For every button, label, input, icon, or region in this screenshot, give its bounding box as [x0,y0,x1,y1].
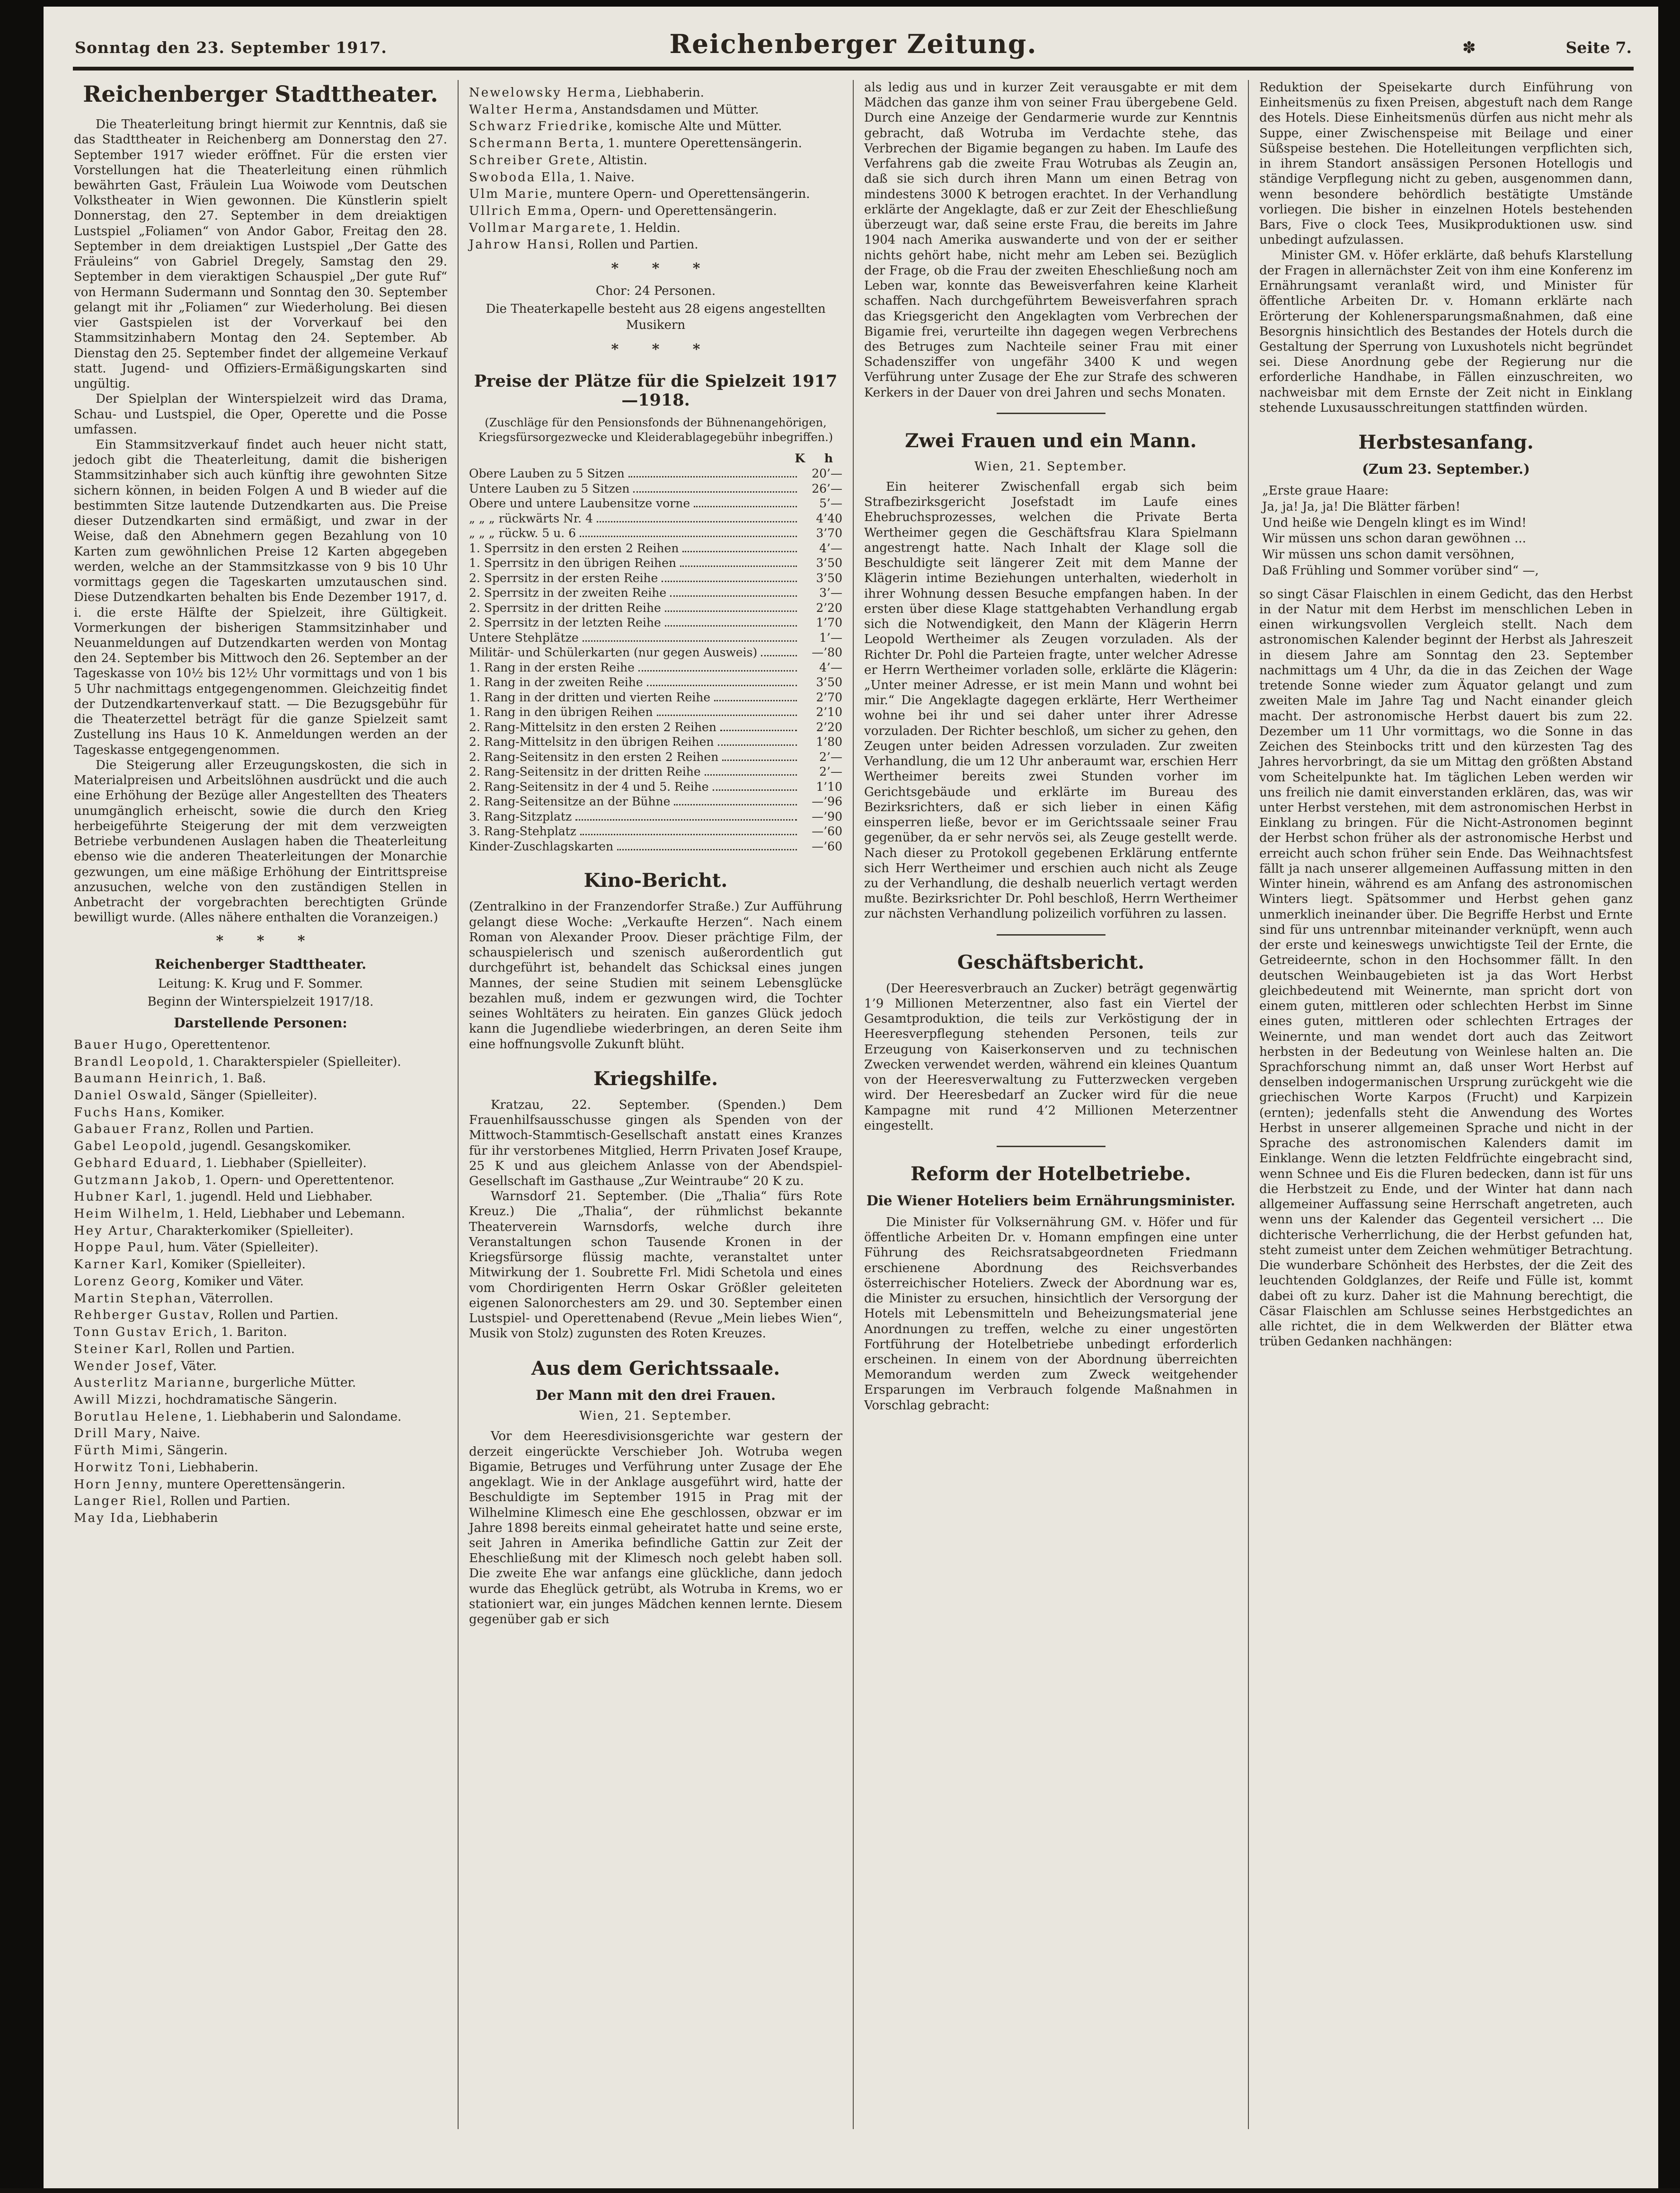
price-row [469,630,842,646]
cast-name: Awill Mizzi [74,1392,158,1407]
article-paragraph: Der Spielplan der Winterspielzeit wird das Drama, Schau- und Lustspiel, die Oper, Operette und die Posse umfassen. [74,392,447,437]
center-line: Die Theaterkapelle besteht aus 28 eigens angestellten Musikern [486,301,826,332]
cast-role: , Rollen und Partien. [162,1494,291,1509]
price-label: „ „ „ rückwärts Nr. 4 [469,511,593,525]
price-value: 1’— [819,630,842,645]
dot-leader [694,506,797,507]
dot-leader [682,551,797,552]
cast-role: , Sängerin. [159,1443,228,1458]
price-row [469,496,842,511]
dot-leader [662,581,797,582]
cast-name: Walter Herma [469,102,574,117]
price-label: 1. Sperrsitz in den ersten 2 Reihen [469,541,679,555]
price-label: 1. Rang in der dritten und vierten Reihe [469,690,711,704]
cast-entry [74,1038,447,1053]
price-value: 20’— [812,467,842,481]
cast-name: Brandl Leopold [74,1054,190,1069]
price-value: 4’— [819,541,842,555]
price-row [469,481,842,496]
dot-leader [597,521,797,522]
price-label: Obere Lauben zu 5 Sitzen [469,467,625,481]
cast-role: , 1. Liebhaber (Spielleiter). [197,1156,367,1170]
price-label: 2. Rang-Seitensitze an der Bühne [469,795,671,809]
dot-leader [705,774,797,776]
price-value: —’60 [812,824,842,839]
column-3 [853,80,1248,2129]
price-label: 1. Sperrsitz in den übrigen Reihen [469,556,677,570]
dot-leader [657,715,797,716]
cast-role: , Operettentenor. [163,1037,271,1052]
dot-leader [674,804,797,805]
price-row [469,615,842,630]
cast-entry [469,238,842,253]
article-headline: Aus dem Gerichtssaale. [531,1357,780,1379]
cast-entry [74,1376,447,1391]
masthead [73,28,1634,59]
section-rule [997,934,1105,936]
price-value: 1’80 [816,735,842,749]
cast-name: Wender Josef [74,1359,173,1373]
price-value: 3’— [819,586,842,600]
price-unit-header: K h [795,451,840,466]
cast-name: Horwitz Toni [74,1460,171,1475]
column-2 [458,80,853,2129]
cast-entry [74,1173,447,1188]
cast-role: , 1. Bariton. [213,1325,287,1340]
cast-role: , hum. Väter (Spielleiter). [160,1240,319,1255]
cast-entry [469,170,842,186]
cast-role: , Rollen und Partien. [186,1122,314,1137]
stars-separator: * * * [216,933,319,950]
article-paragraph: Die Steigerung aller Erzeugungskosten, die sich in Materialpreisen und Arbeitslöhnen ausdrückt und die auch eine Erhöhung der Bezüge aller Angestellten des Theaters unumgänglich erheischt, sowie die durch den Krieg herbeigeführte Steigerung der mit dem verzweigten Betriebe verbundenen Auslagen haben die Theaterleitung ebenso wie die anderen Theaterleitungen der Monarchie gezwungen, um eine mäßige Erhöhung der Eintrittspreise anzusuchen, welche von den zuständigen Stellen in Anbetracht der vorgebrachten berechtigten Gründe bewilligt wurde. (Alles nähere enthalten die Voranzeigen.) [74,758,447,925]
price-row [469,750,842,765]
price-value: 3’70 [816,526,842,540]
cast-role: , 1. Heldin. [611,221,681,235]
poem-line: Daß Frühling und Sommer vorüber sind“ —, [1262,563,1539,578]
price-table [469,451,842,854]
cast-name: Fürth Mimi [74,1443,159,1458]
price-label: „ „ „ rückw. 5 u. 6 [469,526,576,540]
price-label: 3. Rang-Sitzplatz [469,809,572,823]
cast-entry [469,86,842,101]
issue-date: Sonntag den 23. September 1917. [75,38,387,57]
article-subheadline: Der Mann mit den drei Frauen. [535,1387,776,1403]
cast-name: Drill Mary [74,1426,152,1441]
cast-entry [74,1240,447,1256]
dot-leader [718,744,797,746]
cast-name: Schreiber Grete [469,153,591,168]
cast-entry [74,1274,447,1290]
price-row [469,571,842,586]
cast-name: Gabauer Franz [74,1122,186,1137]
cast-role: , Komiker und Väter. [176,1274,304,1289]
article-paragraph: Ein Stammsitzverkauf findet auch heuer nicht statt, jedoch gibt die Theaterleitung, damit die bisherigen Stammsitzinhaber sich auch künftig ihre gewohnten Sitze sichern können, in beiden Folgen A und B wieder auf die bestimmten Sitze lautende Dutzendkarten aus. Die Preise dieser Dutzendkarten sind ermäßigt, und zwar in der Weise, daß den Abnehmern gegen Bezahlung von 10 Karten zum gewöhnlichen Preise 12 Karten abgegeben werden, welche an der Stammsitzkasse von 9 bis 10 Uhr vormittags gegen die Tageskarten umzutauschen sind. Diese Dutzendkarten behalten bis Ende Dezember 1917, d. i. die erste Hälfte der Spielzeit, ihre Gültigkeit. Vormerkungen der bisherigen Stammsitzinhaber und Neuanmeldungen auf Dutzendkarten werden von Montag den 24. September bis Mittwoch den 26. September an der Tageskasse von 10½ bis 12½ Uhr vormittags und von 1 bis 5 Uhr nachmittags entgegengenommen. Gleichzeitig findet der Dutzendkartenverkauf statt. — Die Bezugsgebühr für die Theaterzettel beträgt für die ganze Spielzeit samt Zustellung ins Haus 10 K. Anmeldungen werden an der Tageskasse entgegengenommen. [74,437,447,757]
cast-entry [469,103,842,118]
price-value: 2’— [819,750,842,764]
cast-name: Swoboda Ella [469,170,571,185]
cast-role: , 1. muntere Operettensängerin. [600,136,802,151]
article-paragraph: so singt Cäsar Flaischlen in einem Gedicht, das den Herbst in der Natur mit dem Herbst im menschlichen Leben in einen wirkungsvollen Vergleich stellt. Nach dem astronomischen Kalender beginnt der Herbst als Jahreszeit in diesem Jahre am Sonntag den 23. September nachmittags um 4 Uhr, da die in das Zeichen der Wage tretende Sonne wieder zum Äquator gelangt und zum zweiten Male im Jahre Tag und Nacht einander gleich macht. Der astronomische Herbst dauert bis zum 22. Dezember um 11 Uhr vormittags, wo die Sonne in das Zeichen des Steinbocks tritt und den kürzesten Tag des Jahres hervorbringt, da sie um Mittag den größten Abstand vom Scheitelpunkte hat. Im täglichen Leben werden wir uns freilich nie damit einverstanden erklären, das, was wir unter Herbst verstehen, mit dem astronomischen Herbst in Einklang zu bringen. Für die Nicht-Astronomen beginnt der Herbst schon früher als der astronomische Herbst und erreicht auch schon früher sein Ende. Das Weihnachtsfest fällt ja nach unserer allgemeinen Auffassung mitten in den Winter hinein, während es am Anfang des astronomischen Winters liegt. Spätsommer und Herbst gehen ganz unmerklich ineinander über. Die Begriffe Herbst und Ernte sind für uns untrennbar miteinander verknüpft, wenn auch der erste und keineswegs unwichtigste Teil der Ernte, die Getreideernte, schon in den Hochsommer fällt. In den deutschen Weinbaugebieten ist ja das Wort Herbst gleichbedeutend mit Weinernte, man spricht dort von einem guten, mittleren oder schlechten Herbst im Sinne eines guten, mittleren oder schlechten Ertrages der Weinernte, und man wendet dort auch das Zeitwort herbsten in der Bedeutung von Weinlese halten an. Die Sprachforschung nimmt an, daß unser Wort Herbst auf denselben indogermanischen Ursprung zurückgeht wie die griechischen Worte Karpos (Frucht) und Karpizein (ernten); jedenfalls steht die Anwendung des Wortes Herbst in unserer allgemeinen Sprache und nicht in der Sprache des astronomischen Kalenders damit im Einklange. Wenn die letzten Feldfrüchte eingebracht sind, wenn Schnee und Eis die Fluren bedecken, dann ist für uns die Herbstzeit zu Ende, und der Winter hat dann nach allgemeiner Auffassung seine Herrschaft angetreten, auch wenn uns der Kalender das Gegenteil versichert ... Die dichterische Verherrlichung, die der Herbst gefunden hat, steht zumeist unter dem Zeichen wehmütiger Betrachtung. Die wunderbare Schönheit des Herbstes, der die Zeit des leuchtenden Goldglanzes, der Reife und Fülle ist, kommt dabei oft zu kurz. Daher ist die Mahnung berechtigt, die Cäsar Flaischlen am Schlusse seines Herbstgedichtes an alle richtet, die in dem Welkwerden der Blätter etwa trüben Gedanken nachhängen: [1259,587,1633,1349]
price-value: 1’10 [816,779,842,794]
cast-entry [74,1393,447,1408]
article-subheadline: Die Wiener Hoteliers beim Ernährungsminister. [866,1193,1236,1209]
poem-line: Und heiße wie Dengeln klingt es im Wind! [1262,515,1527,530]
price-value: 26’— [812,481,842,495]
cast-name: Gebhard Eduard [74,1156,198,1170]
dot-leader [670,595,797,597]
cast-role: , Sänger (Spielleiter). [182,1088,318,1103]
section-rule [997,1146,1105,1147]
price-label: 2. Rang-Mittelsitz in den ersten 2 Reihen [469,720,716,734]
article-dateline: Wien, 21. September. [974,459,1128,474]
cast-role: , muntere Opern- und Operettensängerin. [548,187,810,202]
cast-role: , Naive. [152,1426,201,1441]
cast-role: , hochdramatische Sängerin. [157,1392,337,1407]
article-paragraph: Kratzau, 22. September. (Spenden.) Dem Frauenhilfsausschusse gingen als Spenden von der Mittwoch-Stammtisch-Gesellschaft anstatt eines Kranzes für ihr verstorbenes Mitglied, Herrn Privaten Josef Kraupe, 25 K und aus gleichem Anlasse von der Abendspiel-Gesellschaft im Gasthause „Zur Weintraube“ 20 K zu. [469,1097,842,1188]
cast-entry [74,1122,447,1137]
price-row [469,824,842,839]
cast-name: Steiner Karl [74,1342,167,1356]
cast-role: , Liebhaberin. [617,86,704,100]
cast-name: Tonn Gustav Erich [74,1325,213,1340]
price-row [469,511,842,526]
cast-role: , Altistin. [591,153,647,168]
newspaper-title: Reichenberger Zeitung. [669,28,1037,59]
cast-role: , Rollen und Partien. [570,238,699,252]
cast-entry [74,1426,447,1441]
cast-entry [469,187,842,202]
price-label: 1. Rang in den übrigen Reihen [469,705,653,719]
poem-line: Wir müssen uns schon daran gewöhnen ... [1262,531,1526,546]
price-row [469,541,842,556]
stars-separator: * * * [611,260,715,277]
price-value: 2’70 [816,690,842,704]
cast-name: Baumann Heinrich [74,1071,214,1086]
dot-leader [580,834,797,835]
masthead-right [1462,38,1632,57]
cast-entry [74,1156,447,1171]
cast-entry [74,1088,447,1104]
cast-entry [74,1308,447,1323]
price-row [469,556,842,571]
column-4 [1248,80,1634,2129]
article-paragraph: Ein heiterer Zwischenfall ergab sich beim Strafbezirksgericht Josefstadt im Laufe eines Ehebruchsprozesses, welchen die Private Berta Wertheimer gegen die Geschäftsfrau Klara Spielmann angestrengt hatte. Nach Inhalt der Klage soll die Beschuldigte seit längerer Zeit mit dem Manne der Klägerin intime Beziehungen unterhalten, wiederholt in ihrer Wohnung dessen Besuche empfangen haben. In der ersten über diese Klage stattgehabten Verhandlung ergab sich die Notwendigkeit, den Mann der Klägerin Herrn Leopold Wertheimer als Zeugen vorzuladen. Als der Richter Dr. Pohl die Parteien fragte, unter welcher Adresse er Herrn Wertheimer vorladen solle, erklärte die Klägerin: „Unter meiner Adresse, er ist mein Mann und wohnt bei mir.“ Die Angeklagte dagegen erklärte, Herr Wertheimer wohne bei ihr und sei daher unter ihrer Adresse vorzuladen. Der Richter beschloß, um sicher zu gehen, den Zeugen unter beiden Adressen vorzuladen. Zur zweiten Verhandlung, die um 12 Uhr anberaumt war, erschien Herr Wertheimer bereits zwei Stunden vorher im Gerichtsgebäude und erklärte im Bureau des Bezirksrichters, daß er sich lieber in einen Käfig einsperren ließe, bevor er im Gerichtssaale seiner Frau gegenüber, da er sehr nervös sei, als Zeuge gestellt werde. Nach dieser zu Protokoll gegebenen Erklärung entfernte sich Herr Wertheimer und erschien auch nicht als Zeuge zu der Verhandlung, die deshalb neuerlich vertagt werden mußte. Bezirksrichter Dr. Pohl beschloß, Herrn Wertheimer zur nächsten Verhandlung polizeilich vorführen zu lassen. [864,479,1238,921]
dot-leader [722,760,797,761]
cast-name: Hubner Karl [74,1190,168,1204]
cast-entry [469,119,842,134]
article-headline: Kino-Bericht. [584,869,728,892]
price-value: 3’50 [816,571,842,585]
dot-leader [665,625,797,627]
price-label: 3. Rang-Stehplatz [469,824,576,839]
article-paragraph: (Zentralkino in der Franzendorfer Straße.) Zur Aufführung gelangt diese Woche: „Verkaufte Herzen“. Nach einem Roman von Alexander Proov. Dieser prächtige Film, der schauspielerisch und szenisch außerordentlich gut durchgeführt ist, behandelt das Schicksal eines jungen Mannes, der seine Studien mit seinem Lebensglücke bezahlen muß, indem er gezwungen wird, die Tochter seines Wohltäters zu heiraten. Ein ganzes Glück jedoch kann die Jugendliebe wiederbringen, an deren Seite ihm eine hoffnungsvolle Zukunft blüht. [469,900,842,1052]
article-paragraph: Die Minister für Volksernährung GM. v. Höfer und für öffentliche Arbeiten Dr. v. Homann empfingen eine unter Führung des Reichsratsabgeordneten Friedmann erschienene Abordnung des Reichsverbandes österreichischer Hoteliers. Zweck der Abordnung war es, die Minister zu ersuchen, hinsichtlich der Versorgung der Hotels mit Lebensmitteln und Beheizungsmaterial jene Anordnungen zu treffen, welche zu einer ungestörten Fortführung der Hotelbetriebe unbedingt erforderlich erscheinen. In einem von der Abordnung überreichten Memorandum werden zum Zweck weitgehender Ersparungen im Verbrauch folgende Maßnahmen in Vorschlag gebracht: [864,1215,1238,1413]
price-label: 1. Rang in der ersten Reihe [469,660,635,674]
cast-name: Hey Artur [74,1223,149,1238]
cast-role: , Liebhaberin. [171,1460,258,1475]
ornament-icon: ✽ [1462,38,1476,57]
cast-name: May Ida [74,1511,135,1525]
article-paragraph: Vor dem Heeresdivisionsgerichte war gestern der derzeit eingerückte Verschieber Joh. Wotruba wegen Bigamie, Betruges und Verführung unter Zusage der Ehe angeklagt. Wie in der Anklage ausgeführt wird, hatte der Beschuldigte im September 1915 in Prag mit der Wilhelmine Klimesch eine Ehe geschlossen, obzwar er im Jahre 1898 bereits einmal geheiratet hatte und seine erste, seit Jahren in Amerika befindliche Gattin zur Zeit der Eheschließung mit der Klimesch noch gelebt haben soll. Die zweite Ehe war anfangs eine glückliche, dann jedoch wurde das Eheglück getrübt, als Wotruba in Krems, wo er stationiert war, ein junges Mädchen kennen lernte. Diesem gegenüber gab er sich [469,1429,842,1627]
cast-entry [74,1291,447,1307]
article-paragraph: Minister GM. v. Höfer erklärte, daß behufs Klarstellung der Fragen in allernächster Zeit von ihm eine Konferenz im Ernährungsamt veranlaßt wird, und Minister für öffentliche Arbeiten Dr. v. Homann erklärte nach Erörterung der Kohlenersparungsmaßnahmen, daß eine Besorgnis hinsichtlich des Bestandes der Hotels durch die Gestaltung der Sperrung von Luxushotels nicht begründet sei. Diese Anordnung gebe der Regierung nur die erforderliche Handhabe, in Fällen einzuschreiten, wo nachweisbar mit dem Ernste der Zeit nicht in Einklang stehende Luxusausschreitungen stattfinden würden. [1259,248,1633,415]
article-headline: Reichenberger Stadttheater. [83,81,438,107]
cast-name: Ullrich Emma [469,204,573,219]
price-value: 2’10 [816,705,842,719]
price-row [469,645,842,660]
cast-entry [74,1359,447,1374]
cast-role: , Väter. [173,1359,217,1373]
price-row [469,601,842,616]
cast-entry [74,1494,447,1509]
dot-leader [680,566,797,567]
article-paragraph: Warnsdorf 21. September. (Die „Thalia“ fürs Rote Kreuz.) Die „Thalia“, der rühmlichst bekannte Theaterverein Warnsdorfs, welche durch ihre Veranstaltungen schon Tausende Kronen in der Kriegsfürsorge flüssig machte, veranstaltet unter Mitwirkung der 1. Soubrette Frl. Midi Schetola und eines vom Chordirigenten Herrn Oskar Größler geleiteten eigenen Salonorchesters am 29. und 30. September einen Lustspiel- und Operettenabend (Revue „Mein liebes Wien“, Musik von Stolz) zugunsten des Roten Kreuzes. [469,1189,842,1341]
cast-entry [74,1511,447,1526]
price-value: 3’50 [816,556,842,570]
cast-entry [469,153,842,168]
dot-leader [713,789,797,791]
price-label: 2. Rang-Seitensitz in den ersten 2 Reihen [469,750,719,764]
dot-leader [761,655,797,656]
cast-list [469,86,842,253]
center-line: Darstellende Personen: [174,1015,347,1031]
cast-role: , Anstandsdamen und Mütter. [574,102,759,117]
cast-role: , 1. Charakterspieler (Spielleiter). [189,1054,401,1069]
price-row [469,690,842,705]
cast-entry [74,1257,447,1273]
article-dateline: Wien, 21. September. [579,1409,733,1424]
price-row [469,734,842,750]
cast-name: Rehberger Gustav [74,1308,211,1323]
cast-list [74,1038,447,1526]
price-label: 2. Sperrsitz in der letzten Reihe [469,616,661,630]
cast-name: Daniel Oswald [74,1088,183,1103]
article-headline: Reform der Hotelbetriebe. [911,1163,1191,1185]
poem-line: „Erste graue Haare: [1262,483,1389,498]
cast-role: , 1. Naive. [571,170,635,185]
price-value: —’90 [812,809,842,823]
cast-name: Austerlitz Marianne [74,1376,226,1390]
price-row [469,585,842,601]
cast-role: , 1. Liebhaberin und Salondame. [198,1409,402,1424]
cast-name: Karner Karl [74,1257,163,1272]
article-paragraph: als ledig aus und in kurzer Zeit verausgabte er mit dem Mädchen das ganze ihm von seiner Frau übergebene Geld. Durch eine Anzeige der Gendarmerie wurde zur Kenntnis gebracht, daß Wotruba im Verdachte stehe, das Verbrechen der Bigamie begangen zu haben. Im Laufe des Verfahrens gab die zweite Frau Wotrubas als Zeugin an, daß sie sich durch ihren Mann um einen Betrag von mindestens 3000 K betrogen erachtet. In der Verhandlung erklärte der Angeklagte, daß er zur Zeit der Eheschließung überzeugt war, daß seine erste Frau, die bereits im Jahre 1904 nach Amerika auswanderte und von der er seither nichts gehört habe, nicht mehr am Leben sei. Bezüglich der Frage, ob die Frau der zweiten Eheschließung noch am Leben war, konnte das Beweisverfahren keine Klarheit schaffen. Nach durchgeführtem Beweisverfahren sprach das Kriegsgericht den Angeklagten vom Verbrechen der Bigamie frei, verurteilte ihn dagegen wegen Verbrechens des Betruges zum Nachteile seiner Frau mit einer Schadensziffer von ungefähr 3400 K und wegen Verführung unter Zusage der Ehe zur Strafe des schweren Kerkers in der Dauer von drei Jahren und sechs Monaten. [864,80,1238,400]
price-value: —’80 [812,646,842,660]
poem-line: Wir müssen uns schon damit versöhnen, [1262,548,1515,562]
article-headline: Zwei Frauen und ein Mann. [905,429,1197,452]
cast-name: Gutzmann Jakob [74,1173,197,1187]
center-line: Reichenberger Stadttheater. [154,956,367,973]
cast-name: Jahrow Hansi [469,238,570,252]
price-row [469,526,842,541]
article-note: (Zuschläge für den Pensionsfonds der Bühnenangehörigen, Kriegsfürsorgezwecke und Kleiderablagegebühr inbegriffen.) [478,416,833,444]
price-label: 2. Sperrsitz in der ersten Reihe [469,571,658,585]
cast-entry [74,1410,447,1425]
cast-name: Heim Wilhelm [74,1207,180,1221]
cast-entry [74,1071,447,1087]
price-value: 1’70 [816,616,842,630]
cast-name: Newelowsky Herma [469,86,617,100]
cast-name: Martin Stephan [74,1291,192,1306]
cast-entry [74,1207,447,1222]
scan-edge-top [0,0,1680,7]
cast-role: , 1. jugendl. Held und Liebhaber. [167,1190,373,1204]
cast-entry [469,136,842,151]
cast-role: , 1. Held, Liebhaber und Lebemann. [179,1207,406,1221]
cast-name: Schwarz Friedrike [469,119,609,134]
cast-name: Langer Riel [74,1494,162,1509]
price-label: Obere und untere Laubensitze vorne [469,496,690,511]
cast-role: , burgerliche Mütter. [225,1376,356,1390]
price-label: 2. Rang-Seitensitz in der 4 und 5. Reihe [469,779,709,794]
dot-leader [575,819,797,821]
center-line: Leitung: K. Krug und F. Sommer. [158,976,363,991]
stars-separator: * * * [611,341,715,358]
dot-leader [638,670,797,672]
price-value: 4’— [819,660,842,674]
cast-name: Vollmar Margarete [469,221,611,235]
article-columns [73,80,1634,2129]
cast-role: , 1. Baß. [214,1071,266,1086]
cast-entry [74,1342,447,1357]
dot-leader [665,610,797,612]
cast-role: , 1. Opern- und Operettentenor. [196,1173,395,1187]
cast-entry [74,1224,447,1239]
cast-role: , muntere Operettensängerin. [159,1477,345,1492]
price-row [469,675,842,690]
price-value: —’96 [812,795,842,809]
price-label: Militär- und Schülerkarten (nur gegen Ausweis) [469,646,758,660]
dot-leader [647,685,797,686]
cast-entry [74,1190,447,1205]
price-row [469,779,842,795]
cast-entry [74,1477,447,1493]
price-value: 5’— [819,496,842,511]
article-subheadline: (Zum 23. September.) [1362,461,1530,478]
article-paragraph: Reduktion der Speisekarte durch Einführung von Einheitsmenüs zu fixen Preisen, abgestuft nach dem Range des Hotels. Diese Einheitsmenüs dürfen aus nicht mehr als Suppe, einer Zwischenspeise mit Beilage und einer Süßspeise bestehen. Die Hotelleitungen verpflichten sich, in ihrem Standort ansässigen Personen Hotellogis und ständige Verpflegung nicht zu geben, ausgenommen dann, wenn besondere behördlich bestätigte Umstände vorliegen. Die bisher in einzelnen Hotels bestehenden Bars, Five o clock Tees, Musikproduktionen usw. sind unbedingt aufzulassen. [1259,80,1633,248]
price-label: 2. Rang-Seitensitz in der dritten Reihe [469,765,701,779]
column-1 [73,80,458,2129]
price-row [469,660,842,675]
cast-name: Lorenz Georg [74,1274,177,1289]
cast-role: , Komiker (Spielleiter). [163,1257,306,1272]
cast-role: , Rollen und Partien. [210,1308,338,1323]
cast-name: Gabel Leopold [74,1139,183,1154]
article-paragraph: (Der Heeresverbrauch an Zucker) beträgt gegenwärtig 1’9 Millionen Meterzentner, also fast ein Viertel der Gesamtproduktion, die teils zur Verköstigung der in Heeresverpflegung stehenden Personen, teils zur Erzeugung von Kaiserkonserven und zu technischen Zwecken verwendet werden, während ein kleines Quantum von der Heeresverwaltung zu Futterzwecken vergeben wird. Der Heeresbedarf an Zucker wird für die neue Kampagne mit rund 4’2 Millionen Meterzentner eingestellt. [864,981,1238,1133]
poem-line: Ja, ja! Ja, ja! Die Blätter färben! [1262,499,1460,514]
cast-entry [469,221,842,236]
cast-name: Borutlau Helene [74,1409,198,1424]
cast-role: , Opern- und Operettensängerin. [572,204,777,219]
price-row [469,705,842,720]
price-value: 2’— [819,765,842,779]
price-label: 2. Sperrsitz in der dritten Reihe [469,601,661,615]
scan-edge-left [0,0,44,2193]
cast-name: Bauer Hugo [74,1037,164,1052]
cast-role: , komische Alte und Mütter. [608,119,782,134]
dot-leader [583,640,797,642]
article-headline: Kriegshilfe. [593,1067,718,1090]
cast-role: , Väterrollen. [192,1291,274,1306]
price-label: Untere Stehplätze [469,630,579,645]
cast-role: , Liebhaberin [134,1511,218,1525]
scan-edge-right [1658,0,1680,2193]
price-row [469,466,842,481]
cast-role: , jugendl. Gesangskomiker. [182,1139,352,1154]
price-label: 2. Rang-Mittelsitz in den übrigen Reihen [469,735,714,749]
cast-entry [469,204,842,219]
cast-entry [74,1055,447,1070]
price-row [469,794,842,809]
newspaper-page [44,7,1658,2188]
poem [1262,483,1633,579]
dot-leader [617,849,797,850]
price-value: 2’20 [816,720,842,734]
article-paragraph: Die Theaterleitung bringt hiermit zur Kenntnis, daß sie das Stadttheater in Reichenberg am Donnerstag den 27. September 1917 wieder eröffnet. Für die ersten vier Vorstellungen hat die Theaterleitung einen rühmlich bewährten Gast, Fräulein Lua Woiwode vom Deutschen Volkstheater in Wien gewonnen. Die Künstlerin spielt Donnerstag, den 27. September in dem dreiaktigen Lustspiel „Foliamen“ von Andor Gabor, Freitag den 28. September in dem dreiaktigen Lustspiel „Der Gatte des Fräuleins“ von Gabriel Dregely, Samstag den 29. September in dem vieraktigen Schauspiel „Der gute Ruf“ von Hermann Sudermann und Sonntag den 30. September gelangt mit ihr „Foliamen“ zur Wiederholung. Bei diesen vier Gastspielen ist der Vorverkauf bei den Stammsitzinhabern Montag den 24. September. Ab Dienstag den 25. September findet der allgemeine Verkauf statt. Jugend- und Offiziers-Ermäßigungskarten sind ungültig. [74,117,447,391]
price-label: Kinder-Zuschlagskarten [469,839,614,853]
scan-edge-bottom [0,2188,1680,2193]
cast-name: Schermann Berta [469,136,600,151]
dot-leader [628,476,797,478]
dot-leader [580,536,797,537]
price-label: 2. Sperrsitz in der zweiten Reihe [469,586,667,600]
cast-entry [74,1105,447,1121]
price-value: 4’40 [816,511,842,525]
article-headline: Geschäftsbericht. [957,951,1145,973]
cast-entry [74,1460,447,1476]
cast-entry [74,1139,447,1154]
cast-name: Horn Jenny [74,1477,159,1492]
price-row [469,764,842,779]
price-value: 2’20 [816,601,842,615]
dot-leader [633,491,797,493]
dot-leader [714,700,797,701]
cast-name: Fuchs Hans [74,1105,162,1120]
page-number: Seite 7. [1565,38,1632,57]
price-row [469,809,842,824]
center-line: Beginn der Winterspielzeit 1917/18. [147,994,374,1009]
cast-entry [74,1443,447,1459]
price-label: 1. Rang in der zweiten Reihe [469,675,643,690]
section-rule [997,413,1105,414]
cast-entry [74,1325,447,1340]
price-value: —’60 [812,839,842,853]
article-headline: Preise der Plätze für die Spielzeit 1917—1918. [474,371,838,410]
price-row [469,839,842,854]
cast-name: Hoppe Paul [74,1240,160,1255]
price-row [469,720,842,735]
cast-role: , Komiker. [161,1105,225,1120]
price-value: 3’50 [816,675,842,690]
dot-leader [720,730,797,731]
masthead-rule [73,67,1634,71]
cast-role: , Charakterkomiker (Spielleiter). [149,1223,354,1238]
cast-name: Ulm Marie [469,187,549,202]
article-headline: Herbstesanfang. [1358,431,1534,454]
cast-role: , Rollen und Partien. [167,1342,295,1356]
price-label: Untere Lauben zu 5 Sitzen [469,481,630,495]
center-line: Chor: 24 Personen. [595,284,716,299]
